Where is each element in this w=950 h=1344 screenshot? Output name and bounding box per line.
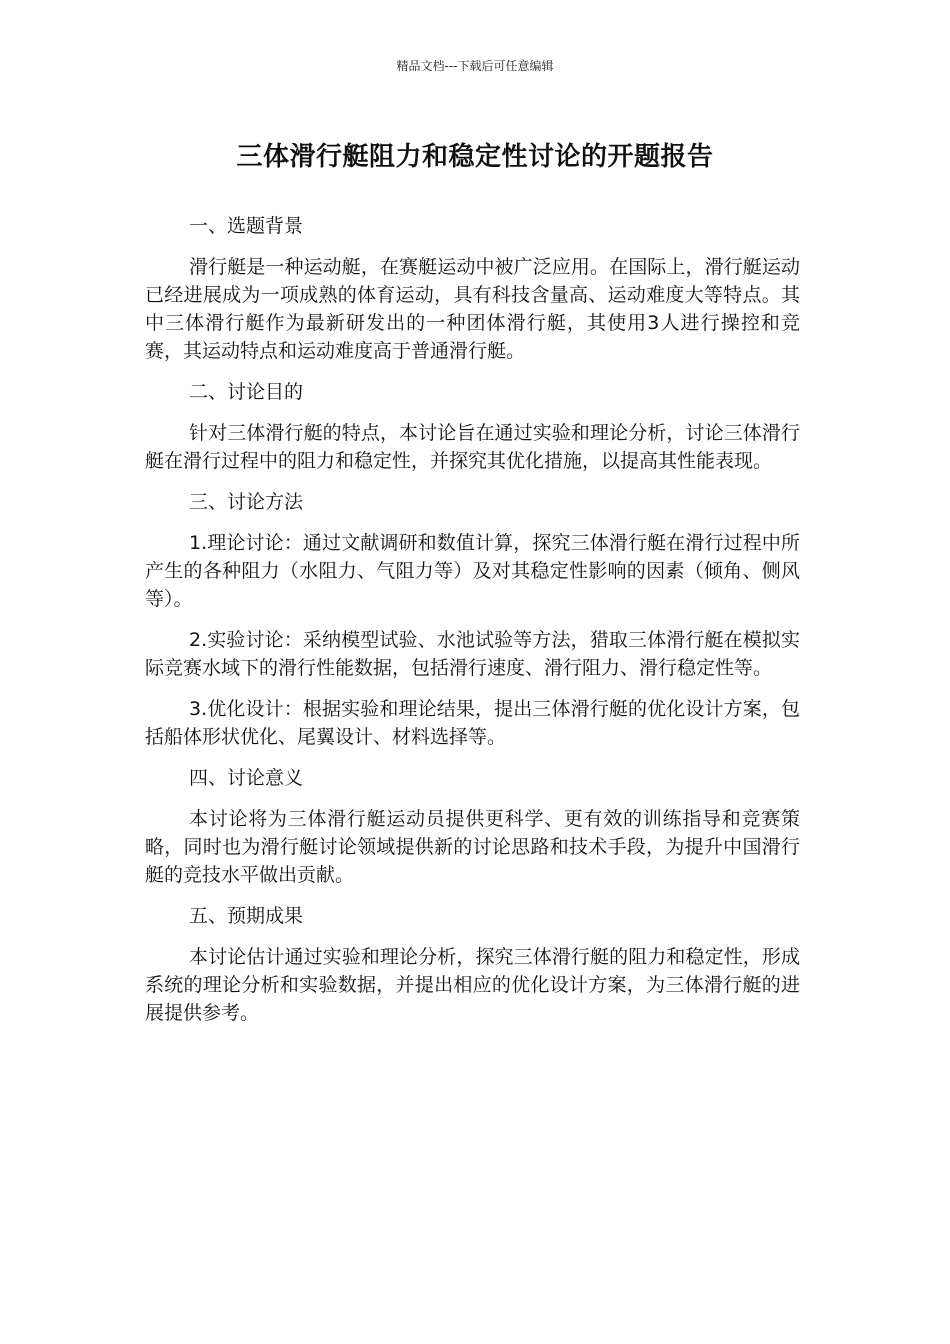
paragraph: 本讨论估计通过实验和理论分析，探究三体滑行艇的阻力和稳定性，形成系统的理论分析和实验数据，并提出相应的优化设计方案，为三体滑行艇的进展提供参考。 (145, 946, 800, 1024)
paragraph: 1.理论讨论：通过文献调研和数值计算，探究三体滑行艇在滑行过程中所产生的各种阻力（水阻力、气阻力等）及对其稳定性影响的因素（倾角、侧风等）。 (145, 532, 800, 610)
section-expected-results (145, 902, 800, 1027)
section-heading: 五、预期成果 (189, 905, 304, 927)
section-methods (145, 488, 800, 751)
section-purpose (145, 378, 800, 475)
section-heading: 三、讨论方法 (189, 491, 304, 513)
paragraph: 针对三体滑行艇的特点，本讨论旨在通过实验和理论分析，讨论三体滑行艇在滑行过程中的阻力和稳定性，并探究其优化措施，以提高其性能表现。 (145, 422, 800, 472)
document-body (145, 212, 800, 1040)
section-heading: 四、讨论意义 (189, 767, 304, 789)
header-note: 精品文档---下载后可任意编辑 (396, 59, 554, 73)
section-heading: 二、讨论目的 (189, 381, 304, 403)
paragraph: 滑行艇是一种运动艇，在赛艇运动中被广泛应用。在国际上，滑行艇运动已经进展成为一项成熟的体育运动，具有科技含量高、运动难度大等特点。其中三体滑行艇作为最新研发出的一种团体滑行艇，其使用3人进行操控和竞赛，其运动特点和运动难度高于普通滑行艇。 (145, 256, 800, 362)
section-background (145, 212, 800, 365)
paragraph: 2.实验讨论：采纳模型试验、水池试验等方法，猎取三体滑行艇在模拟实际竞赛水域下的滑行性能数据，包括滑行速度、滑行阻力、滑行稳定性等。 (145, 629, 800, 679)
section-significance (145, 764, 800, 889)
paragraph: 本讨论将为三体滑行艇运动员提供更科学、更有效的训练指导和竞赛策略，同时也为滑行艇讨论领域提供新的讨论思路和技术手段，为提升中国滑行艇的竞技水平做出贡献。 (145, 808, 800, 886)
paragraph: 3.优化设计：根据实验和理论结果，提出三体滑行艇的优化设计方案，包括船体形状优化、尾翼设计、材料选择等。 (145, 698, 800, 748)
document-title: 三体滑行艇阻力和稳定性讨论的开题报告 (236, 142, 714, 172)
section-heading: 一、选题背景 (189, 215, 304, 237)
